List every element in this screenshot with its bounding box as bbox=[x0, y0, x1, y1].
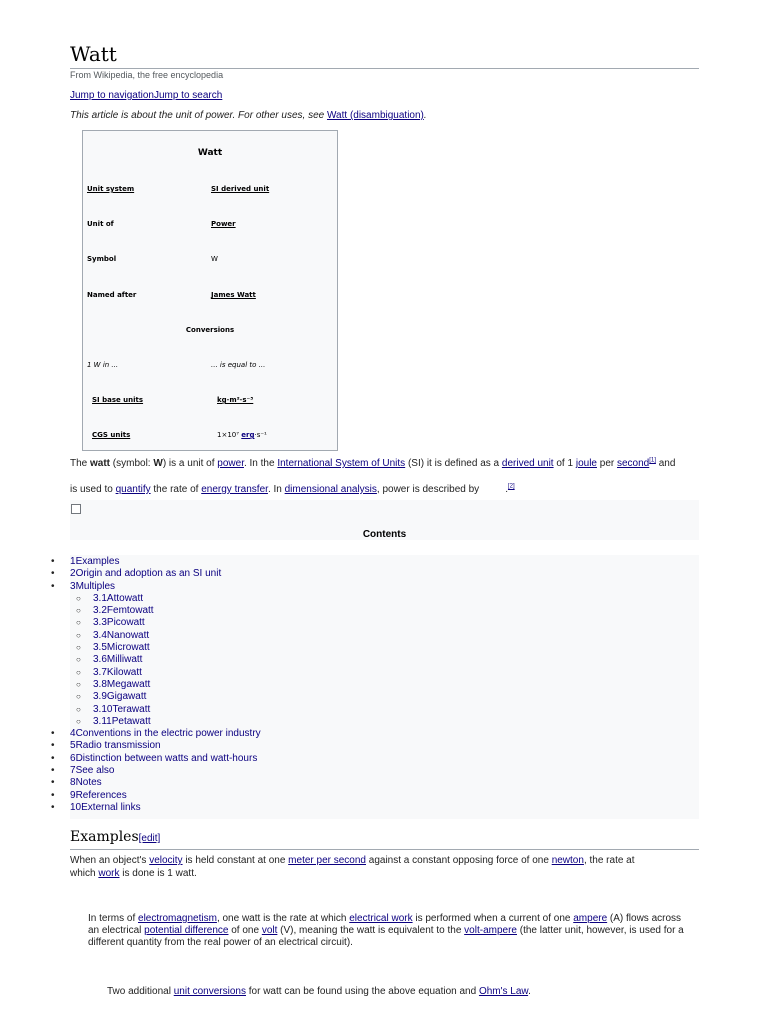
toc-list bbox=[70, 555, 699, 819]
toc-link-text[interactable]: Milliwatt bbox=[106, 654, 143, 665]
toc-subitem[interactable] bbox=[76, 679, 151, 691]
toc-number: 3.2 bbox=[93, 605, 107, 616]
bullet-icon: • bbox=[51, 777, 55, 788]
disambiguation-link[interactable]: Watt (disambiguation) bbox=[326, 110, 424, 121]
unit-system-link[interactable]: Unit system bbox=[87, 185, 135, 193]
examples-text: different quantity from the real power of an electrical circuit). bbox=[88, 937, 353, 948]
intro-text: and bbox=[655, 458, 676, 469]
conversion-from-label: 1 W in ... bbox=[87, 361, 119, 369]
quantify-link[interactable]: quantify bbox=[115, 484, 151, 495]
edit-link-text[interactable]: [edit] bbox=[138, 833, 161, 844]
examples-text: , the rate at bbox=[583, 855, 635, 866]
erg-link[interactable]: erg bbox=[241, 431, 255, 439]
circle-bullet-icon: ○ bbox=[76, 618, 81, 627]
toc-number: 1 bbox=[70, 556, 76, 567]
infobox-row-unit-system bbox=[87, 185, 335, 197]
toc-number: 2 bbox=[70, 568, 76, 579]
electromagnetism-link[interactable]: electromagnetism bbox=[138, 913, 217, 924]
toc-subitem[interactable] bbox=[76, 593, 144, 605]
examples-text: for watt can be found using the above equation and bbox=[245, 986, 479, 997]
circle-bullet-icon: ○ bbox=[76, 594, 81, 603]
toc-item[interactable] bbox=[51, 790, 127, 802]
toc-link-text[interactable]: Notes bbox=[75, 777, 102, 788]
toc-number: 6 bbox=[70, 753, 76, 764]
cgs-value-suffix: ⋅s⁻¹ bbox=[254, 431, 267, 439]
circle-bullet-icon: ○ bbox=[76, 692, 81, 701]
toc-number: 10 bbox=[70, 802, 82, 813]
international-system-of-units-link[interactable]: International System of Units bbox=[277, 458, 406, 469]
examples-text: (A) flows across bbox=[607, 913, 682, 924]
toc-link-text[interactable]: Radio transmission bbox=[75, 740, 161, 751]
intro-line-2 bbox=[70, 483, 700, 496]
examples-text: against a constant opposing force of one bbox=[366, 855, 552, 866]
toc-link-text[interactable]: Gigawatt bbox=[106, 691, 147, 702]
examples-paragraph-3 bbox=[107, 985, 700, 998]
infobox-row-conversion-header bbox=[87, 361, 335, 373]
circle-bullet-icon: ○ bbox=[76, 668, 81, 677]
toc-number: 3.1 bbox=[93, 593, 107, 604]
toc-link-text[interactable]: References bbox=[75, 790, 127, 801]
toc-item[interactable] bbox=[51, 802, 141, 814]
toc-link-text[interactable]: Distinction between watts and watt-hours bbox=[75, 753, 258, 764]
bullet-icon: • bbox=[51, 568, 55, 579]
intro-text: The bbox=[70, 458, 91, 469]
toc-link-text[interactable]: Kilowatt bbox=[106, 667, 142, 678]
intro-line-1 bbox=[70, 457, 700, 470]
circle-bullet-icon: ○ bbox=[76, 705, 81, 714]
toc-number: 3.11 bbox=[93, 716, 112, 727]
symbol-value: W bbox=[211, 255, 218, 263]
infobox-row-symbol bbox=[87, 255, 335, 267]
reference-1-link[interactable]: [1] bbox=[649, 457, 656, 464]
toc-number: 3.4 bbox=[93, 630, 107, 641]
toc-subitem[interactable] bbox=[76, 691, 147, 703]
intro-text: is used to bbox=[70, 484, 116, 495]
toc-item[interactable] bbox=[51, 581, 116, 593]
toc-title: Contents bbox=[362, 529, 407, 540]
newton-link[interactable]: newton bbox=[551, 855, 584, 866]
examples-paragraph-2 bbox=[88, 913, 700, 949]
cgs-units-value bbox=[217, 431, 267, 439]
meter-per-second-link[interactable]: meter per second bbox=[288, 855, 366, 866]
examples-text: which bbox=[70, 868, 99, 879]
intro-bold-symbol: W bbox=[153, 458, 163, 469]
examples-paragraph-1 bbox=[70, 854, 700, 880]
energy-transfer-link[interactable]: energy transfer bbox=[201, 484, 268, 495]
bullet-icon: • bbox=[51, 802, 55, 813]
toc-subitem[interactable] bbox=[76, 642, 150, 654]
toc-link-text[interactable]: Attowatt bbox=[106, 593, 144, 604]
intro-text: (symbol: bbox=[110, 458, 154, 469]
toc-link-text[interactable]: Examples bbox=[75, 556, 120, 567]
intro-text: . In the bbox=[243, 458, 278, 469]
cgs-value-prefix: 1×10⁷ bbox=[217, 431, 242, 439]
named-after-label: Named after bbox=[87, 291, 137, 299]
potential-difference-link[interactable]: potential difference bbox=[144, 925, 229, 936]
bullet-icon: • bbox=[51, 765, 55, 776]
derived-unit-link[interactable]: derived unit bbox=[501, 458, 554, 469]
power-link[interactable]: power bbox=[217, 458, 244, 469]
hatnote-end: . bbox=[423, 110, 427, 121]
toc-link-text[interactable]: External links bbox=[81, 802, 141, 813]
unit-of-label: Unit of bbox=[87, 220, 114, 228]
intro-text: , power is described by bbox=[376, 484, 480, 495]
examples-text: , one watt is the rate at which bbox=[216, 913, 350, 924]
volt-link[interactable]: volt bbox=[261, 925, 278, 936]
toc-number: 4 bbox=[70, 728, 76, 739]
toc-number: 3 bbox=[70, 581, 76, 592]
toc-item[interactable] bbox=[51, 728, 261, 740]
jump-to-navigation-link[interactable]: Jump to navigation bbox=[70, 90, 154, 101]
toc-toggle-checkbox[interactable] bbox=[71, 504, 81, 514]
jump-to-search-link[interactable]: Jump to search bbox=[153, 90, 223, 101]
intro-text: the rate of bbox=[150, 484, 202, 495]
bullet-icon: • bbox=[51, 728, 55, 739]
intro-text: (SI) it is defined as a bbox=[405, 458, 502, 469]
intro-text: . bbox=[505, 484, 508, 495]
bullet-icon: • bbox=[51, 556, 55, 567]
toc-subitem[interactable] bbox=[76, 617, 145, 629]
examples-text: is held constant at one bbox=[182, 855, 289, 866]
examples-text: is done is 1 watt. bbox=[119, 868, 197, 879]
ampere-link[interactable]: ampere bbox=[573, 913, 608, 924]
dimensional-analysis-link[interactable]: dimensional analysis bbox=[284, 484, 377, 495]
hatnote-text: This article is about the unit of power. For other uses, see bbox=[70, 110, 327, 121]
circle-bullet-icon: ○ bbox=[76, 717, 81, 726]
toc-link-text[interactable]: See also bbox=[75, 765, 115, 776]
toc-link-text[interactable]: Femtowatt bbox=[106, 605, 154, 616]
infobox-row-unit-of bbox=[87, 220, 335, 232]
toc-link-text[interactable]: Multiples bbox=[75, 581, 116, 592]
joule-link[interactable]: joule bbox=[575, 458, 597, 469]
unit-conversions-link[interactable]: unit conversions bbox=[173, 986, 246, 997]
bullet-icon: • bbox=[51, 581, 55, 592]
jump-links bbox=[70, 90, 222, 101]
infobox bbox=[82, 130, 338, 451]
intro-bold-watt: watt bbox=[90, 458, 111, 469]
intro-text: of 1 bbox=[553, 458, 576, 469]
james-watt-link[interactable]: James Watt bbox=[211, 291, 256, 299]
circle-bullet-icon: ○ bbox=[76, 655, 81, 664]
toc-subitem[interactable] bbox=[76, 630, 150, 642]
circle-bullet-icon: ○ bbox=[76, 643, 81, 652]
circle-bullet-icon: ○ bbox=[76, 606, 81, 615]
reference-2-link[interactable]: [2] bbox=[507, 483, 515, 490]
infobox-row-si-base bbox=[92, 396, 340, 408]
toc-item[interactable] bbox=[51, 740, 161, 752]
toc-number: 3.8 bbox=[93, 679, 107, 690]
conversions-header: Conversions bbox=[185, 326, 235, 334]
toc-number: 3.6 bbox=[93, 654, 107, 665]
toc-item[interactable] bbox=[51, 556, 120, 568]
toc-link-text[interactable]: Microwatt bbox=[106, 642, 150, 653]
toc-number: 5 bbox=[70, 740, 76, 751]
examples-text: When an object's bbox=[70, 855, 150, 866]
bullet-icon: • bbox=[51, 790, 55, 801]
si-base-units-link[interactable]: SI base units bbox=[92, 396, 144, 404]
si-derived-unit-link[interactable]: SI derived unit bbox=[211, 185, 270, 193]
toc-subitem[interactable] bbox=[76, 704, 151, 716]
toc-number: 3.10 bbox=[93, 704, 113, 715]
section-heading-examples bbox=[70, 829, 160, 845]
toc-link-text[interactable]: Origin and adoption as an SI unit bbox=[75, 568, 222, 579]
examples-heading-text: Examples bbox=[70, 829, 139, 845]
si-base-units-value[interactable]: kg⋅m²⋅s⁻³ bbox=[217, 396, 254, 404]
electrical-work-link[interactable]: electrical work bbox=[349, 913, 413, 924]
second-link[interactable]: second bbox=[617, 458, 650, 469]
toc-link-text[interactable]: Petawatt bbox=[111, 716, 151, 727]
volt-ampere-link[interactable]: volt-ampere bbox=[464, 925, 517, 936]
examples-text: Two additional bbox=[107, 986, 174, 997]
examples-text: (the latter unit, however, is used for a bbox=[516, 925, 684, 936]
velocity-link[interactable]: velocity bbox=[149, 855, 183, 866]
circle-bullet-icon: ○ bbox=[76, 631, 81, 640]
toc-number: 3.7 bbox=[93, 667, 107, 678]
work-link[interactable]: work bbox=[98, 868, 120, 879]
toc-item[interactable] bbox=[51, 777, 102, 789]
intro-text: . In bbox=[267, 484, 285, 495]
title-divider bbox=[70, 68, 699, 69]
infobox-row-cgs bbox=[92, 431, 340, 443]
bullet-icon: • bbox=[51, 753, 55, 764]
examples-text: is performed when a current of one bbox=[412, 913, 574, 924]
edit-section-link[interactable] bbox=[139, 833, 161, 844]
examples-text: an electrical bbox=[88, 925, 145, 936]
toc-number: 3.9 bbox=[93, 691, 107, 702]
cgs-units-link[interactable]: CGS units bbox=[92, 431, 131, 439]
intro-text: per bbox=[596, 458, 617, 469]
toc-item[interactable] bbox=[51, 568, 222, 580]
toc-subitem[interactable] bbox=[76, 667, 142, 679]
page-title: Watt bbox=[70, 42, 117, 66]
toc-subitem[interactable] bbox=[76, 654, 143, 666]
power-link[interactable]: Power bbox=[211, 220, 236, 228]
toc-number: 7 bbox=[70, 765, 76, 776]
toc-number: 8 bbox=[70, 777, 76, 788]
toc-number: 3.5 bbox=[93, 642, 107, 653]
bullet-icon: • bbox=[51, 740, 55, 751]
circle-bullet-icon: ○ bbox=[76, 680, 81, 689]
toc-number: 3.3 bbox=[93, 617, 107, 628]
infobox-row-named-after bbox=[87, 291, 335, 303]
conversion-to-label: ... is equal to ... bbox=[211, 361, 266, 369]
toc-item[interactable] bbox=[51, 765, 115, 777]
toc-link-text[interactable]: Megawatt bbox=[106, 679, 151, 690]
site-tagline: From Wikipedia, the free encyclopedia bbox=[70, 70, 224, 80]
infobox-title: Watt bbox=[197, 148, 223, 158]
ohms-law-link[interactable]: Ohm's Law bbox=[478, 986, 529, 997]
toc-link-text[interactable]: Conventions in the electric power industry bbox=[75, 728, 261, 739]
toc-item[interactable] bbox=[51, 753, 258, 765]
symbol-label: Symbol bbox=[87, 255, 117, 263]
examples-text: (V), meaning the watt is equivalent to the bbox=[277, 925, 465, 936]
toc-link-text[interactable]: Picowatt bbox=[106, 617, 145, 628]
intro-text: ) is a unit of bbox=[162, 458, 218, 469]
toc-subitem[interactable] bbox=[76, 716, 151, 728]
toc-link-text[interactable]: Nanowatt bbox=[106, 630, 150, 641]
hatnote bbox=[70, 110, 427, 121]
toc-link-text[interactable]: Terawatt bbox=[112, 704, 151, 715]
section-divider bbox=[70, 849, 699, 850]
examples-text: . bbox=[528, 986, 531, 997]
toc-subitem[interactable] bbox=[76, 605, 154, 617]
examples-text: of one bbox=[228, 925, 262, 936]
toc-number: 9 bbox=[70, 790, 76, 801]
examples-text: In terms of bbox=[88, 913, 139, 924]
